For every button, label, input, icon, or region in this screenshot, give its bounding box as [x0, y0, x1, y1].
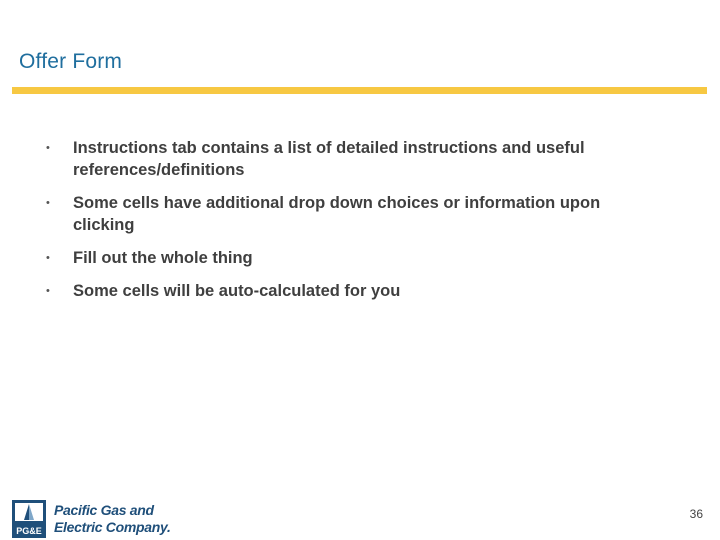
bullet-text: Instructions tab contains a list of detailed instructions and useful references/definitions: [73, 139, 585, 179]
bullet-text: Fill out the whole thing: [73, 249, 253, 267]
slide-title: Offer Form: [19, 50, 123, 73]
logo-wordmark: [54, 502, 171, 536]
bullet-marker: •: [46, 252, 50, 264]
pge-logo: [10, 498, 170, 540]
bullet-marker: •: [46, 142, 50, 154]
bullet-item: [46, 247, 666, 269]
bullet-marker: •: [46, 197, 50, 209]
bullet-item: [46, 192, 666, 236]
bullet-marker: •: [46, 285, 50, 297]
bullet-item: [46, 280, 666, 302]
bullet-item: [46, 137, 666, 181]
page-number: 36: [689, 507, 703, 521]
logo-mark-text: PG&E: [16, 526, 42, 536]
bullet-text: Some cells will be auto-calculated for you: [73, 282, 401, 300]
title-divider: [12, 87, 707, 94]
pge-logo-mark-icon: [10, 498, 48, 540]
bullet-text: Some cells have additional drop down choices or information upon clicking: [73, 194, 601, 234]
logo-line-2: Electric Company.: [54, 519, 171, 535]
bullet-list: [46, 137, 666, 313]
logo-line-1: Pacific Gas and: [54, 502, 154, 518]
